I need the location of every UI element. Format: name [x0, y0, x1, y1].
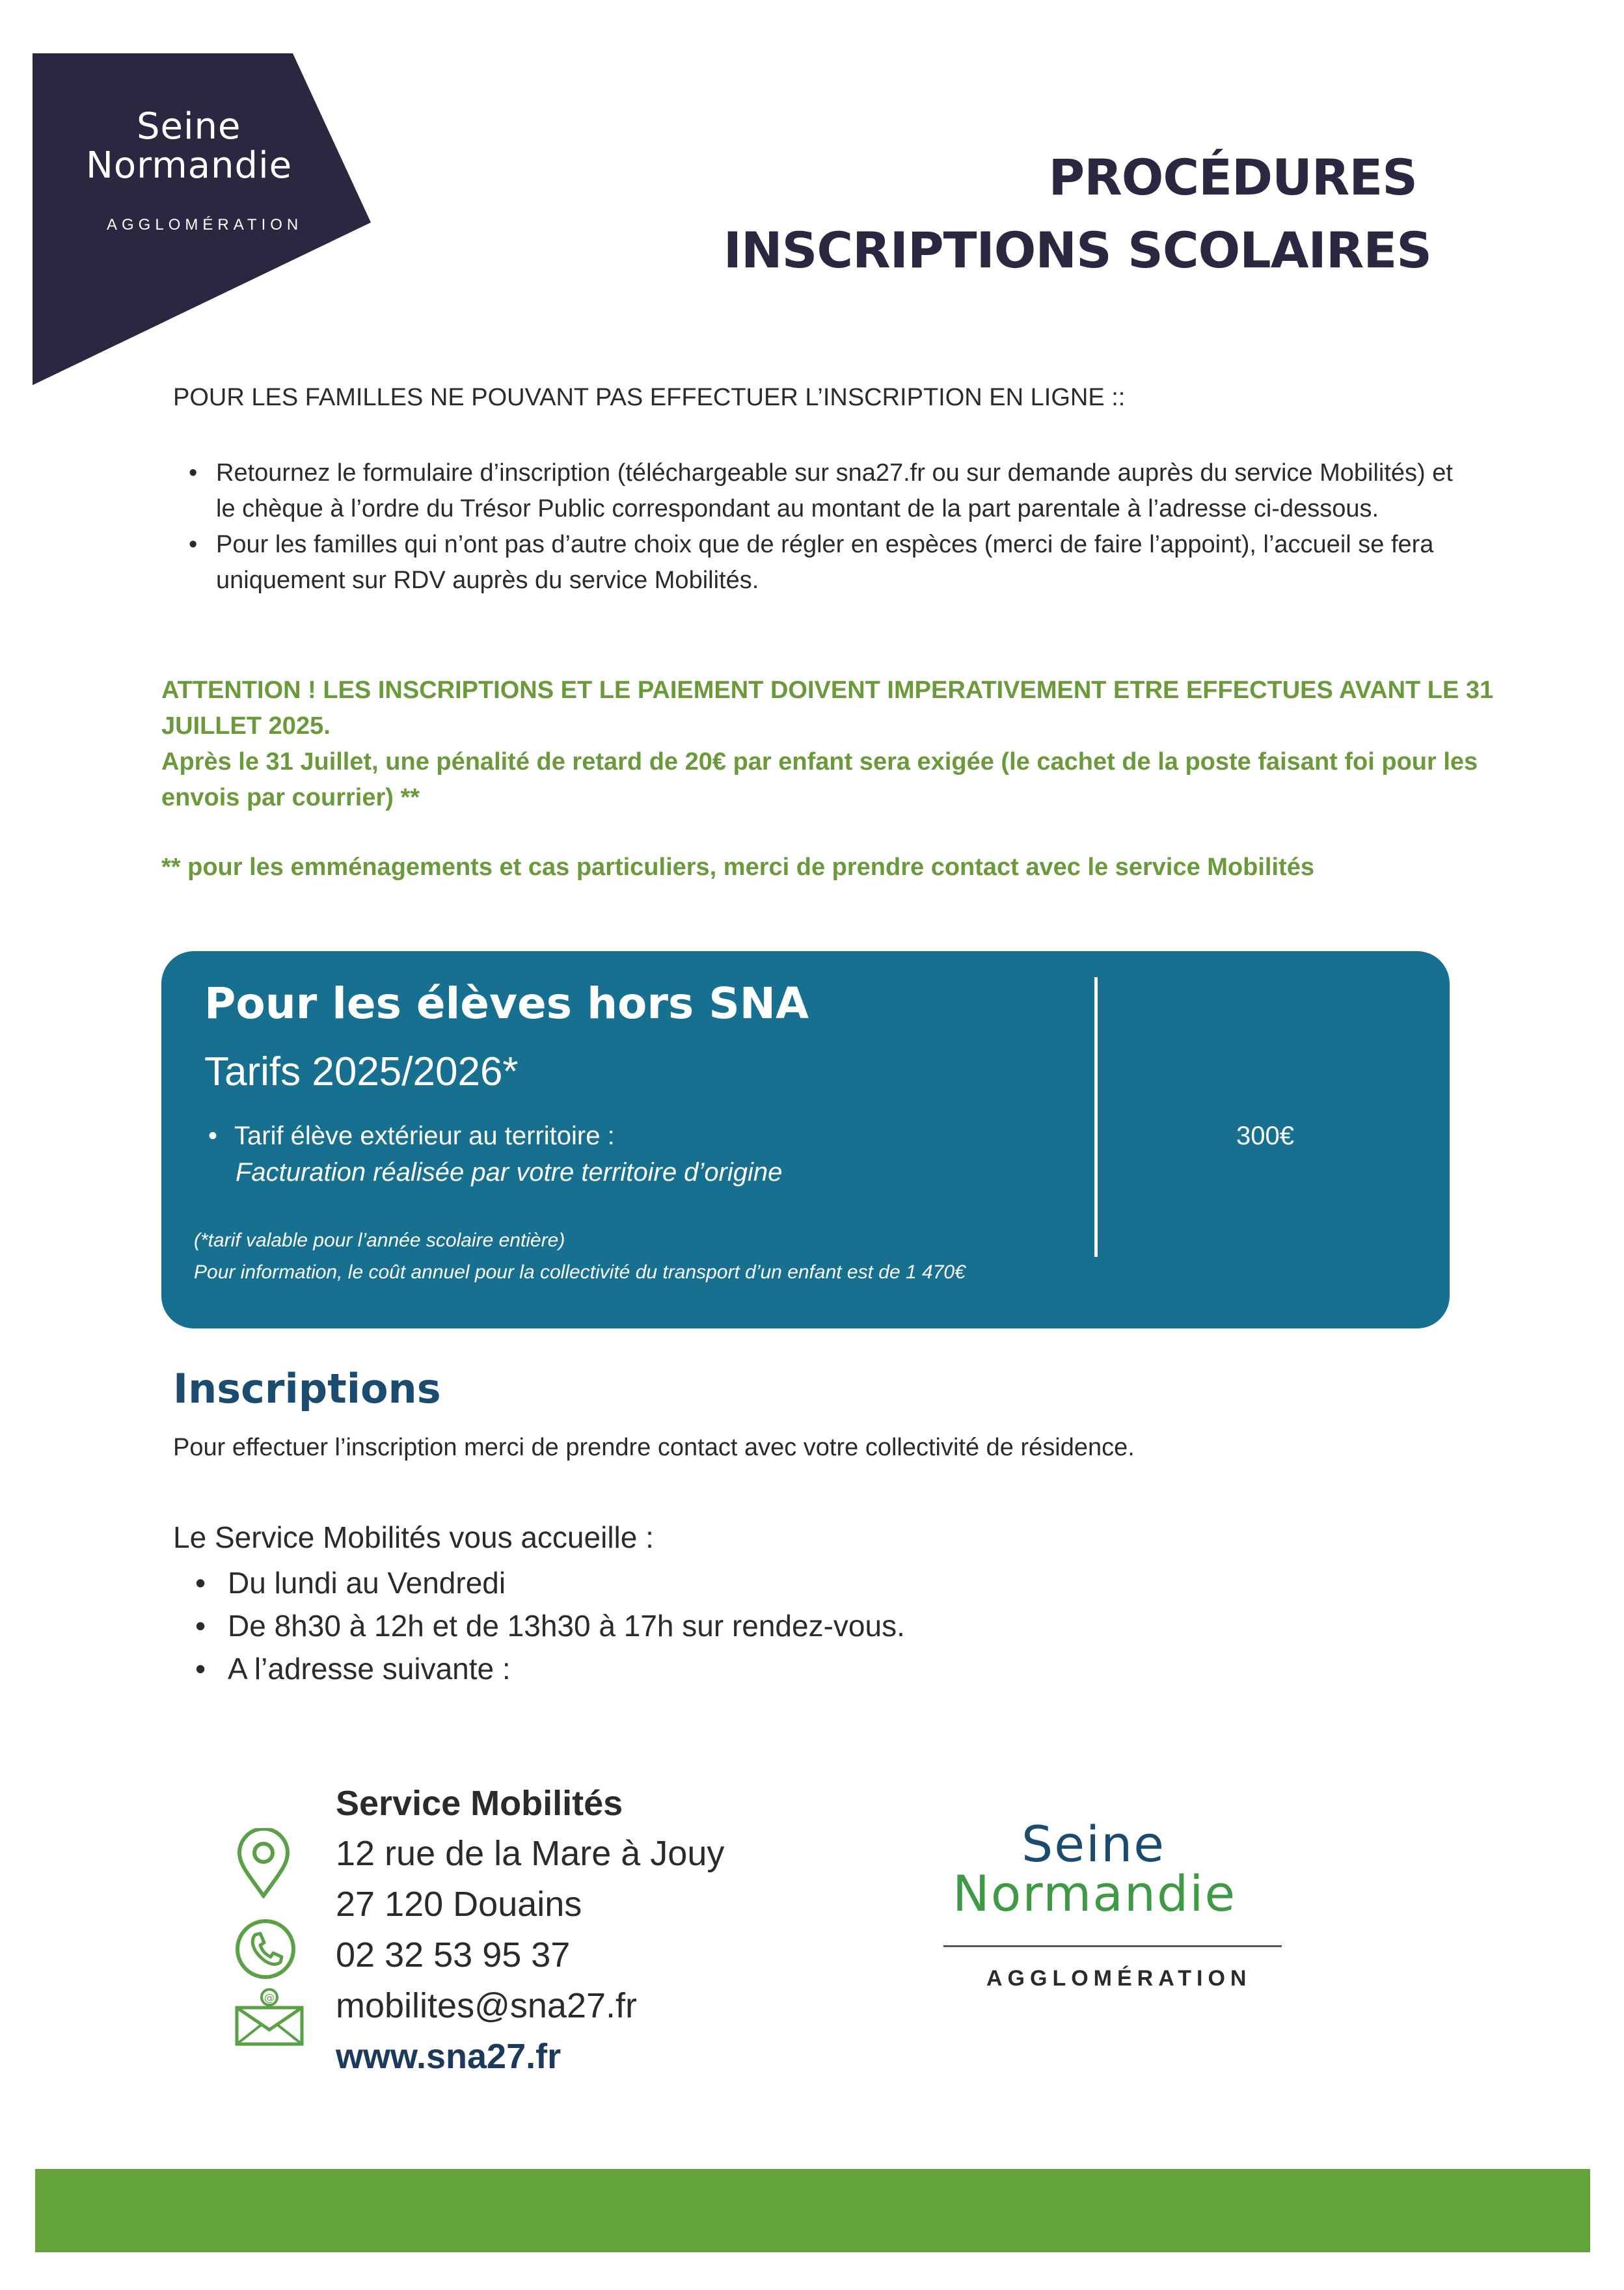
- contact-name: Service Mobilités: [336, 1784, 623, 1823]
- list-item: • De 8h30 à 12h et de 13h30 à 17h sur rendez-vous.: [195, 1604, 905, 1647]
- tariff-item: [208, 1122, 615, 1151]
- attention-deadline: ATTENTION ! LES INSCRIPTIONS ET LE PAIEMENT DOIVENT IMPERATIVEMENT ETRE EFFECTUES AVANT LE 31 JUILLET 2025.: [161, 677, 1494, 740]
- list-item: • Pour les familles qui n’ont pas d’autre choix que de régler en espèces (merci de faire l’appoint), l’accueil se fera uniquement sur RDV auprès du service Mobilités.: [189, 527, 1464, 599]
- header-logo: [33, 53, 371, 385]
- tariff-note-validity: (*tarif valable pour l’année scolaire entière): [194, 1230, 565, 1251]
- footer-bar: [35, 2169, 1590, 2252]
- phone-icon: [234, 1918, 297, 1980]
- tariff-item-note: Facturation réalisée par votre territoire d’origine: [236, 1158, 783, 1187]
- contact-website: www.sna27.fr: [336, 2037, 562, 2076]
- logo-text-agglomeration: AGGLOMÉRATION: [107, 216, 303, 234]
- tariff-box: [161, 951, 1450, 1328]
- list-item: • Du lundi au Vendredi: [195, 1561, 905, 1604]
- logo-text-normandie: Normandie: [86, 144, 293, 187]
- attention-note: ** pour les emménagements et cas particuliers, merci de prendre contact avec le service Mobilités: [161, 854, 1314, 881]
- contact-address-city: 27 120 Douains: [336, 1885, 582, 1924]
- tariff-note-cost: Pour information, le coût annuel pour la collectivité du transport d’un enfant est de 1 470€: [194, 1261, 966, 1283]
- tariff-heading: Pour les élèves hors SNA: [204, 978, 809, 1029]
- contact-block: [336, 1779, 724, 2082]
- inscriptions-heading: Inscriptions: [173, 1365, 441, 1412]
- contact-address-street: 12 rue de la Mare à Jouy: [336, 1834, 725, 1873]
- footer-logo-agglomeration: AGGLOMÉRATION: [986, 1966, 1252, 1991]
- location-pin-icon: [236, 1828, 291, 1898]
- svg-text:@: @: [264, 1991, 275, 2004]
- list-item: • A l’adresse suivante :: [195, 1647, 905, 1690]
- instructions-list: [189, 455, 1464, 599]
- service-hours-list: [195, 1561, 905, 1690]
- service-intro: Le Service Mobilités vous accueille :: [173, 1520, 654, 1554]
- logo-text-seine: Seine: [137, 105, 241, 148]
- footer-logo-seine: Seine: [1022, 1815, 1166, 1873]
- contact-phone: 02 32 53 95 37: [336, 1935, 571, 1974]
- contact-email: mobilites@sna27.fr: [336, 1986, 638, 2025]
- tariff-item-label: Tarif élève extérieur au territoire :: [234, 1122, 615, 1150]
- tariff-subheading: Tarifs 2025/2026*: [204, 1049, 519, 1094]
- page-title-line2: INSCRIPTIONS SCOLAIRES: [723, 221, 1431, 279]
- list-item: • Retournez le formulaire d’inscription (téléchargeable sur sna27.fr ou sur demande auprès du service Mobilités) et le chèque à l’ordre du Trésor Public correspondant au montant de la part parentale à l’adresse ci-dessous.: [189, 455, 1464, 527]
- attention-penalty: Après le 31 Juillet, une pénalité de retard de 20€ par enfant sera exigée (le cachet de la poste faisant foi pour les envois par courrier) **: [161, 748, 1478, 811]
- email-icon: [234, 1987, 304, 2047]
- bullet-icon: •: [208, 1122, 218, 1150]
- tariff-divider: [1094, 977, 1098, 1257]
- footer-logo-rule: [943, 1945, 1282, 1947]
- page-title-line1: PROCÉDURES: [1048, 148, 1417, 206]
- tariff-price: 300€: [1236, 1122, 1294, 1150]
- footer-logo-normandie: Normandie: [953, 1865, 1237, 1922]
- attention-block: [161, 673, 1502, 816]
- intro-text: POUR LES FAMILLES NE POUVANT PAS EFFECTUER L’INSCRIPTION EN LIGNE ::: [173, 384, 1126, 411]
- footer-logo: [943, 1815, 1295, 2010]
- inscriptions-text: Pour effectuer l’inscription merci de prendre contact avec votre collectivité de résidence.: [173, 1434, 1135, 1461]
